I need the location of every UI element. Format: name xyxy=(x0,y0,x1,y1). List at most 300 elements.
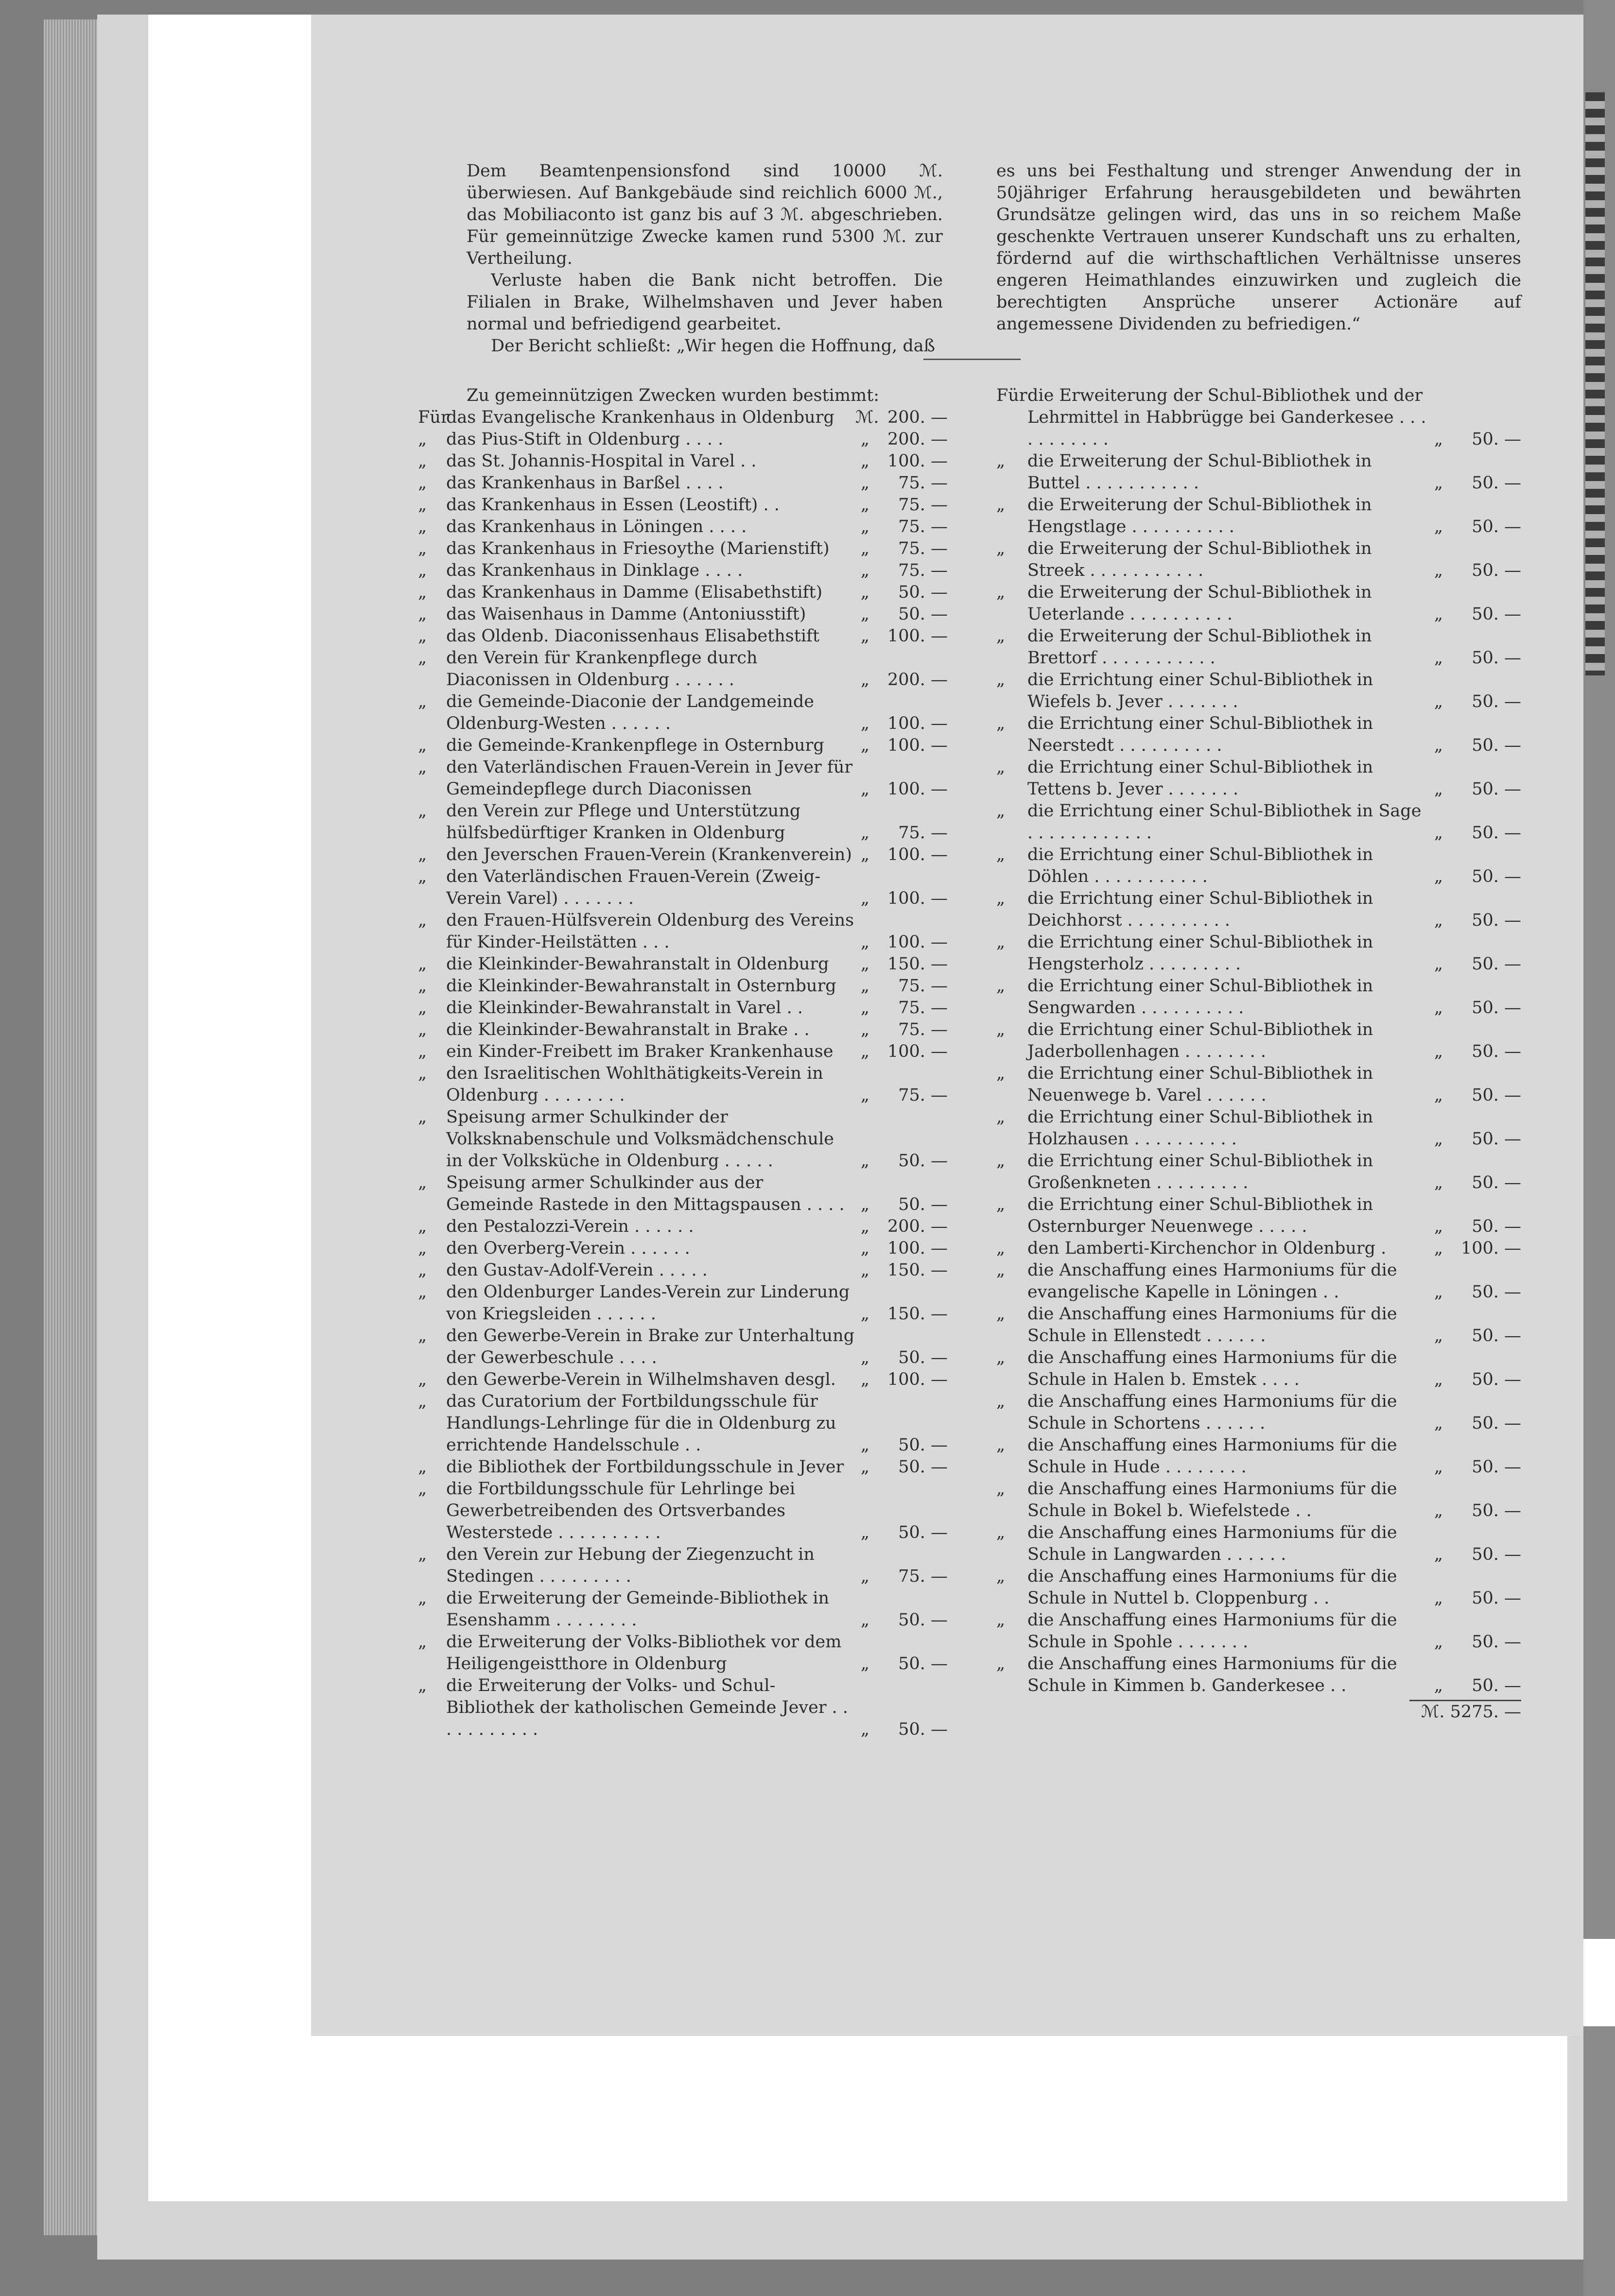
entry-text: die Errichtung einer Schul-Bibliothek in Hengsterholz . . . . . . . . . xyxy=(1027,932,1373,974)
entry-amount: 50. — xyxy=(898,1195,948,1214)
entry-text: die Errichtung einer Schul-Bibliothek in Osternburger Neuenwege . . . . . xyxy=(1027,1195,1373,1236)
list-item xyxy=(996,757,1521,800)
entry-text: das Krankenhaus in Löningen . . . . xyxy=(446,517,747,536)
entry-prefix: „ xyxy=(418,1545,427,1564)
entry-amount: 150. — xyxy=(887,1304,948,1324)
entry-text: das Krankenhaus in Dinklage . . . . xyxy=(446,561,743,580)
entry-ditto: „ xyxy=(860,1239,870,1258)
entry-text: die Anschaffung eines Harmoniums für die Schule in Kimmen b. Ganderkesee . . xyxy=(1027,1654,1397,1695)
total-amount: ℳ. 5275. — xyxy=(1409,1700,1521,1723)
entry-ditto: „ xyxy=(860,1720,870,1739)
white-mask-bottom xyxy=(148,2036,1567,2201)
entry-text: den Oldenburger Landes-Verein zur Linderung von Kriegsleiden . . . . . . xyxy=(446,1282,850,1324)
entry-ditto: „ xyxy=(1434,779,1443,799)
entry-prefix: „ xyxy=(996,1348,1006,1367)
entry-ditto: „ xyxy=(860,1086,870,1105)
entry-ditto: „ xyxy=(1434,648,1443,668)
entry-prefix: „ xyxy=(418,1588,427,1608)
entry-prefix: „ xyxy=(418,1042,427,1061)
entry-ditto: „ xyxy=(1434,604,1443,624)
entry-text: die Gemeinde-Krankenpflege in Osternburg xyxy=(446,736,824,755)
entry-amount: 100. — xyxy=(887,626,948,646)
entry-prefix: Für xyxy=(418,408,449,427)
entry-amount: 50. — xyxy=(1472,1588,1521,1608)
entry-text: die Anschaffung eines Harmoniums für die Schule in Hude . . . . . . . . xyxy=(1027,1435,1397,1477)
entry-ditto: „ xyxy=(860,1195,870,1214)
total-line xyxy=(996,1700,1521,1723)
entry-amount: 50. — xyxy=(1472,517,1521,536)
entry-text: den Frauen-Hülfsverein Oldenburg des Vereins für Kinder-Heilstätten . . . xyxy=(446,911,854,952)
entry-text: die Erweiterung der Schul-Bibliothek in Brettorf . . . . . . . . . . . xyxy=(1027,626,1372,668)
list-item xyxy=(996,385,1521,450)
list-item xyxy=(996,1391,1521,1434)
entry-prefix: „ xyxy=(418,1217,427,1236)
entry-text: den Jeverschen Frauen-Verein (Krankenverein) xyxy=(446,845,852,864)
entry-ditto: „ xyxy=(860,517,870,536)
entry-ditto: „ xyxy=(860,823,870,843)
list-item xyxy=(418,1041,948,1063)
donation-list-left xyxy=(418,385,948,1741)
list-item xyxy=(996,1653,1521,1697)
entry-text: die Kleinkinder-Bewahranstalt in Oldenburg xyxy=(446,954,829,974)
entry-text: die Erweiterung der Schul-Bibliothek in Hengstlage . . . . . . . . . . xyxy=(1027,495,1372,536)
entry-prefix: „ xyxy=(996,495,1006,515)
entry-text: die Erweiterung der Volks- und Schul-Bibliothek der katholischen Gemeinde Jever . . . . . . . . . . . xyxy=(446,1676,849,1739)
report-text-left xyxy=(467,160,943,357)
list-item xyxy=(418,538,948,560)
entry-prefix: „ xyxy=(996,670,1006,690)
entry-prefix: „ xyxy=(418,976,427,996)
entry-amount: 50. — xyxy=(1472,1217,1521,1236)
entry-prefix: „ xyxy=(418,1479,427,1499)
list-item xyxy=(418,691,948,735)
entry-amount: 100. — xyxy=(887,1239,948,1258)
entry-prefix: „ xyxy=(996,1523,1006,1542)
list-item xyxy=(418,429,948,450)
entry-amount: 100. — xyxy=(887,779,948,799)
entry-amount: 50. — xyxy=(898,604,948,624)
entry-amount: 50. — xyxy=(1472,1545,1521,1564)
entry-prefix: „ xyxy=(418,1457,427,1477)
entry-amount: 50. — xyxy=(1472,911,1521,930)
entry-prefix: „ xyxy=(996,845,1006,864)
entry-ditto: „ xyxy=(860,1217,870,1236)
list-item xyxy=(996,1260,1521,1303)
entry-amount: 50. — xyxy=(1472,692,1521,711)
entry-prefix: „ xyxy=(418,473,427,493)
entry-prefix: „ xyxy=(996,714,1006,733)
list-item xyxy=(418,1281,948,1325)
entry-prefix: „ xyxy=(418,692,427,711)
entry-ditto: „ xyxy=(860,1654,870,1674)
entry-prefix: „ xyxy=(418,758,427,777)
entry-prefix: „ xyxy=(418,1020,427,1039)
entry-prefix: „ xyxy=(996,1304,1006,1324)
entry-prefix: „ xyxy=(996,1392,1006,1411)
entry-amount: 100. — xyxy=(887,736,948,755)
entry-prefix: „ xyxy=(996,1567,1006,1586)
entry-ditto: „ xyxy=(1434,954,1443,974)
paragraph-pension-fund: Dem Beamtenpensionsfond sind 10000 ℳ. überwiesen. Auf Bankgebäude sind reichlich 6000 ℳ., das Mobiliaconto ist ganz bis auf 3 ℳ. abgeschrieben. Für gemeinnützige Zwecke kamen rund 5300 ℳ. zur Vertheilung. xyxy=(467,161,943,268)
entry-prefix: „ xyxy=(418,1392,427,1411)
adjacent-page-text-fragment xyxy=(1585,92,1605,675)
entry-prefix: „ xyxy=(996,976,1006,996)
list-item xyxy=(996,932,1521,975)
list-item xyxy=(418,516,948,538)
entry-ditto: „ xyxy=(1434,911,1443,930)
entry-ditto: „ xyxy=(860,1304,870,1324)
entry-amount: 150. — xyxy=(887,954,948,974)
entry-ditto: „ xyxy=(860,954,870,974)
entry-amount: 50. — xyxy=(1472,1326,1521,1346)
entry-text: die Errichtung einer Schul-Bibliothek in Sengwarden . . . . . . . . . . xyxy=(1027,976,1373,1018)
entry-amount: 75. — xyxy=(898,561,948,580)
entry-ditto: „ xyxy=(1434,430,1443,449)
list-item xyxy=(418,1172,948,1216)
entry-amount: 50. — xyxy=(1472,1501,1521,1520)
entry-amount: 50. — xyxy=(1472,1042,1521,1061)
entry-prefix: „ xyxy=(996,1239,1006,1258)
entry-prefix: „ xyxy=(418,1676,427,1695)
entry-text: ein Kinder-Freibett im Braker Krankenhause xyxy=(446,1042,834,1061)
entry-amount: 50. — xyxy=(1472,648,1521,668)
entry-text: die Erweiterung der Volks-Bibliothek vor dem Heiligengeistthore in Oldenburg xyxy=(446,1632,842,1674)
entry-amount: 75. — xyxy=(898,517,948,536)
list-item xyxy=(996,1478,1521,1522)
entry-ditto: „ xyxy=(1434,1042,1443,1061)
entry-text: die Anschaffung eines Harmoniums für die evangelische Kapelle in Löningen . . xyxy=(1027,1260,1397,1302)
list-item xyxy=(996,625,1521,669)
entry-text: die Kleinkinder-Bewahranstalt in Osternburg xyxy=(446,976,836,996)
entry-prefix: „ xyxy=(418,911,427,930)
entry-text: den Pestalozzi-Verein . . . . . . xyxy=(446,1217,694,1236)
entry-ditto: „ xyxy=(860,779,870,799)
entry-text: die Anschaffung eines Harmoniums für die Schule in Schortens . . . . . . xyxy=(1027,1392,1397,1433)
entry-amount: 100. — xyxy=(887,1042,948,1061)
list-item xyxy=(418,844,948,866)
entry-text: die Bibliothek der Fortbildungsschule in Jever xyxy=(446,1457,844,1477)
entry-text: den Gustav-Adolf-Verein . . . . . xyxy=(446,1260,708,1280)
entry-text: die Erweiterung der Schul-Bibliothek und der Lehrmittel in Habbrügge bei Ganderkesee . . . . . . . . . . . xyxy=(1027,386,1426,449)
entry-ditto: „ xyxy=(860,1610,870,1630)
entry-ditto: „ xyxy=(1434,1217,1443,1236)
entry-ditto: „ xyxy=(860,1523,870,1542)
entry-ditto: „ xyxy=(1434,1501,1443,1520)
list-item xyxy=(996,800,1521,844)
entry-amount: 50. — xyxy=(1472,1457,1521,1477)
entry-prefix: „ xyxy=(996,1107,1006,1127)
entry-text: die Errichtung einer Schul-Bibliothek in Tettens b. Jever . . . . . . . xyxy=(1027,758,1373,799)
entry-ditto: „ xyxy=(860,495,870,515)
entry-amount: 50. — xyxy=(1472,867,1521,886)
list-item xyxy=(418,494,948,516)
entry-ditto: „ xyxy=(1434,1282,1443,1302)
list-item xyxy=(418,1456,948,1478)
list-item xyxy=(996,713,1521,757)
entry-text: das Pius-Stift in Oldenburg . . . . xyxy=(446,430,724,449)
entry-ditto: „ xyxy=(1434,1588,1443,1608)
entry-prefix: „ xyxy=(996,1260,1006,1280)
entry-ditto: „ xyxy=(860,714,870,733)
entry-text: die Errichtung einer Schul-Bibliothek in Holzhausen . . . . . . . . . . xyxy=(1027,1107,1373,1149)
entry-ditto: „ xyxy=(860,845,870,864)
entry-amount: 100. — xyxy=(887,1370,948,1389)
entry-prefix: „ xyxy=(418,1370,427,1389)
list-item xyxy=(996,582,1521,625)
list-heading: Zu gemeinnützigen Zwecken wurden bestimmt: xyxy=(467,386,880,405)
list-item xyxy=(418,1675,948,1741)
entry-amount: 50. — xyxy=(1472,1282,1521,1302)
entry-text: die Erweiterung der Schul-Bibliothek in Streek . . . . . . . . . . . xyxy=(1027,539,1372,580)
entry-prefix: „ xyxy=(418,998,427,1018)
entry-prefix: „ xyxy=(996,1610,1006,1630)
entry-text: den Vaterländischen Frauen-Verein in Jever für Gemeindepflege durch Diaconissen xyxy=(446,758,853,799)
list-item xyxy=(418,472,948,494)
list-item xyxy=(418,735,948,757)
list-item xyxy=(996,1194,1521,1238)
entry-text: die Anschaffung eines Harmoniums für die Schule in Halen b. Emstek . . . . xyxy=(1027,1348,1397,1389)
entry-amount: 75. — xyxy=(898,976,948,996)
list-item xyxy=(996,1566,1521,1609)
entry-ditto: „ xyxy=(1434,823,1443,843)
entry-prefix: „ xyxy=(418,1326,427,1346)
entry-amount: 50. — xyxy=(1472,604,1521,624)
list-item xyxy=(418,1391,948,1456)
entry-ditto: „ xyxy=(1434,1086,1443,1105)
entry-text: die Anschaffung eines Harmoniums für die Schule in Ellenstedt . . . . . . xyxy=(1027,1304,1397,1346)
list-item xyxy=(418,1238,948,1260)
entry-prefix: „ xyxy=(418,430,427,449)
list-item xyxy=(418,1106,948,1172)
entry-ditto: „ xyxy=(860,1567,870,1586)
entry-prefix: „ xyxy=(418,451,427,471)
entry-text: das Krankenhaus in Essen (Leostift) . . xyxy=(446,495,780,515)
entry-prefix: „ xyxy=(418,648,427,668)
list-item xyxy=(996,1150,1521,1194)
list-item xyxy=(418,757,948,800)
entry-text: das Evangelische Krankenhaus in Oldenburg xyxy=(446,408,834,427)
entry-prefix: „ xyxy=(996,583,1006,602)
entry-amount: 50. — xyxy=(1472,1632,1521,1652)
list-item xyxy=(418,1260,948,1281)
entry-amount: 50. — xyxy=(1472,430,1521,449)
list-item xyxy=(996,844,1521,888)
entry-amount: 50. — xyxy=(898,1151,948,1171)
list-item xyxy=(418,800,948,844)
list-item xyxy=(418,866,948,910)
entry-prefix: „ xyxy=(418,561,427,580)
list-item xyxy=(996,1063,1521,1106)
list-item xyxy=(996,1238,1521,1260)
list-item xyxy=(418,910,948,953)
entry-amount: 50. — xyxy=(1472,998,1521,1018)
entry-prefix: „ xyxy=(418,954,427,974)
entry-ditto: „ xyxy=(1434,736,1443,755)
entry-amount: 50. — xyxy=(898,1457,948,1477)
entry-text: den Israelitischen Wohlthätigkeits-Verein in Oldenburg . . . . . . . . xyxy=(446,1064,823,1105)
entry-amount: 50. — xyxy=(1472,1129,1521,1149)
entry-prefix: „ xyxy=(996,539,1006,558)
entry-ditto: „ xyxy=(860,451,870,471)
paragraph-losses: Verluste haben die Bank nicht betroffen. Die Filialen in Brake, Wilhelmshaven und Jever haben normal und befriedigend gearbeitet. xyxy=(467,271,943,334)
entry-amount: 50. — xyxy=(1472,1676,1521,1695)
list-item xyxy=(418,1019,948,1041)
entry-ditto: „ xyxy=(860,430,870,449)
entry-text: das Krankenhaus in Friesoythe (Marienstift) xyxy=(446,539,830,558)
entry-prefix: „ xyxy=(996,1435,1006,1455)
list-item xyxy=(418,975,948,997)
entry-text: das Curatorium der Fortbildungsschule für Handlungs-Lehrlinge für die in Oldenburg zu errichtende Handelsschule . . xyxy=(446,1392,836,1455)
entry-ditto: „ xyxy=(860,473,870,493)
list-item xyxy=(418,1588,948,1631)
list-item xyxy=(996,975,1521,1019)
entry-prefix: „ xyxy=(418,1173,427,1192)
entry-prefix: „ xyxy=(418,1260,427,1280)
list-item xyxy=(418,1216,948,1238)
list-item xyxy=(996,669,1521,713)
entry-amount: 75. — xyxy=(898,998,948,1018)
entry-prefix: „ xyxy=(418,626,427,646)
entry-text: die Errichtung einer Schul-Bibliothek in Sage . . . . . . . . . . . . xyxy=(1027,801,1422,843)
list-item xyxy=(996,1303,1521,1347)
entry-amount: 50. — xyxy=(898,1523,948,1542)
entry-amount: 50. — xyxy=(898,1348,948,1367)
entry-ditto: ℳ. xyxy=(855,408,879,427)
entry-text: Speisung armer Schulkinder der Volksknabenschule und Volksmädchenschule in der Volksküche in Oldenburg . . . . . xyxy=(446,1107,834,1171)
entry-amount: 200. — xyxy=(887,430,948,449)
entry-text: das St. Johannis-Hospital in Varel . . xyxy=(446,451,757,471)
entry-ditto: „ xyxy=(860,1260,870,1280)
entry-ditto: „ xyxy=(860,670,870,690)
entry-amount: 75. — xyxy=(898,1020,948,1039)
entry-amount: 75. — xyxy=(898,495,948,515)
entry-prefix: „ xyxy=(418,1239,427,1258)
entry-text: die Errichtung einer Schul-Bibliothek in Deichhorst . . . . . . . . . . xyxy=(1027,889,1373,930)
total-spacer xyxy=(996,1700,1409,1723)
entry-text: die Errichtung einer Schul-Bibliothek in Neerstedt . . . . . . . . . . xyxy=(1027,714,1373,755)
list-item xyxy=(418,647,948,691)
entry-ditto: „ xyxy=(1434,1239,1443,1258)
report-text-right xyxy=(996,160,1521,335)
list-item xyxy=(418,582,948,604)
entry-prefix: „ xyxy=(418,1282,427,1302)
entry-amount: 200. — xyxy=(887,1217,948,1236)
entry-amount: 100. — xyxy=(887,845,948,864)
entry-amount: 50. — xyxy=(898,1435,948,1455)
entry-text: die Errichtung einer Schul-Bibliothek in Döhlen . . . . . . . . . . . xyxy=(1027,845,1373,886)
entry-amount: 50. — xyxy=(1472,1173,1521,1192)
entry-text: die Anschaffung eines Harmoniums für die Schule in Nuttel b. Cloppenburg . . xyxy=(1027,1567,1397,1608)
list-item xyxy=(996,538,1521,582)
entry-ditto: „ xyxy=(1434,517,1443,536)
entry-prefix: „ xyxy=(996,1195,1006,1214)
entry-ditto: „ xyxy=(860,1370,870,1389)
entry-amount: 100. — xyxy=(887,889,948,908)
entry-ditto: „ xyxy=(860,1457,870,1477)
entry-prefix: „ xyxy=(996,758,1006,777)
entry-prefix: „ xyxy=(418,539,427,558)
entry-text: die Kleinkinder-Bewahranstalt in Varel . . xyxy=(446,998,803,1018)
list-item xyxy=(996,1347,1521,1391)
entry-amount: 50. — xyxy=(898,583,948,602)
entry-prefix: „ xyxy=(996,1020,1006,1039)
entry-text: die Gemeinde-Diaconie der Landgemeinde Oldenburg-Westen . . . . . . xyxy=(446,692,814,733)
list-item xyxy=(996,1019,1521,1063)
entry-prefix: „ xyxy=(996,1064,1006,1083)
entry-text: die Kleinkinder-Bewahranstalt in Brake . . xyxy=(446,1020,810,1039)
entry-text: das Krankenhaus in Damme (Elisabethstift) xyxy=(446,583,823,602)
entry-prefix: „ xyxy=(418,1107,427,1127)
entry-amount: 50. — xyxy=(1472,1414,1521,1433)
entry-prefix: „ xyxy=(996,1654,1006,1674)
entry-prefix: „ xyxy=(418,801,427,821)
entry-ditto: „ xyxy=(860,539,870,558)
entry-text: Speisung armer Schulkinder aus der Gemeinde Rastede in den Mittagspausen . . . . xyxy=(446,1173,845,1214)
entry-amount: 50. — xyxy=(1472,779,1521,799)
entry-amount: 100. — xyxy=(887,451,948,471)
list-item xyxy=(418,1478,948,1544)
entry-prefix: „ xyxy=(996,1151,1006,1171)
entry-amount: 50. — xyxy=(1472,473,1521,493)
entry-text: den Lamberti-Kirchenchor in Oldenburg . xyxy=(1027,1239,1387,1258)
entry-text: die Errichtung einer Schul-Bibliothek in Wiefels b. Jever . . . . . . . xyxy=(1027,670,1373,711)
entry-prefix: „ xyxy=(996,932,1006,952)
white-mask-left xyxy=(148,15,311,2104)
entry-text: den Gewerbe-Verein in Brake zur Unterhaltung der Gewerbeschule . . . . xyxy=(446,1326,855,1367)
entry-prefix: „ xyxy=(418,495,427,515)
entry-ditto: „ xyxy=(1434,998,1443,1018)
entry-ditto: „ xyxy=(860,583,870,602)
entry-text: das Krankenhaus in Barßel . . . . xyxy=(446,473,724,493)
entry-amount: 75. — xyxy=(898,823,948,843)
entry-ditto: „ xyxy=(1434,1457,1443,1477)
entry-ditto: „ xyxy=(860,1151,870,1171)
list-item xyxy=(996,1106,1521,1150)
entry-amount: 50. — xyxy=(898,1720,948,1739)
entry-ditto: „ xyxy=(860,736,870,755)
entry-ditto: „ xyxy=(860,626,870,646)
entry-text: die Anschaffung eines Harmoniums für die Schule in Langwarden . . . . . . xyxy=(1027,1523,1397,1564)
list-item xyxy=(996,1522,1521,1566)
entry-prefix: „ xyxy=(418,1064,427,1083)
list-item xyxy=(418,1063,948,1106)
entry-text: die Anschaffung eines Harmoniums für die Schule in Spohle . . . . . . . xyxy=(1027,1610,1397,1652)
entry-prefix: „ xyxy=(996,626,1006,646)
list-item xyxy=(418,560,948,582)
entry-amount: 50. — xyxy=(1472,1370,1521,1389)
entry-text: den Verein zur Pflege und Unterstützung hülfsbedürftiger Kranken in Oldenburg xyxy=(446,801,801,843)
entry-amount: 50. — xyxy=(1472,736,1521,755)
book-edge xyxy=(44,19,97,2235)
entry-ditto: „ xyxy=(860,561,870,580)
entry-amount: 50. — xyxy=(1472,954,1521,974)
entry-prefix: „ xyxy=(996,451,1006,471)
entry-prefix: „ xyxy=(418,604,427,624)
entry-amount: 100. — xyxy=(887,932,948,952)
entry-text: die Erweiterung der Gemeinde-Bibliothek in Esenshamm . . . . . . . . xyxy=(446,1588,830,1630)
entry-amount: 100. — xyxy=(887,714,948,733)
white-mask-right xyxy=(1583,1939,1615,2026)
entry-prefix: „ xyxy=(996,801,1006,821)
entry-prefix: „ xyxy=(996,889,1006,908)
list-item xyxy=(418,407,948,429)
entry-ditto: „ xyxy=(860,932,870,952)
entry-amount: 200. — xyxy=(887,408,948,427)
entry-amount: 200. — xyxy=(887,670,948,690)
entry-prefix: Für xyxy=(996,386,1027,405)
list-item xyxy=(418,953,948,975)
list-item xyxy=(418,625,948,647)
